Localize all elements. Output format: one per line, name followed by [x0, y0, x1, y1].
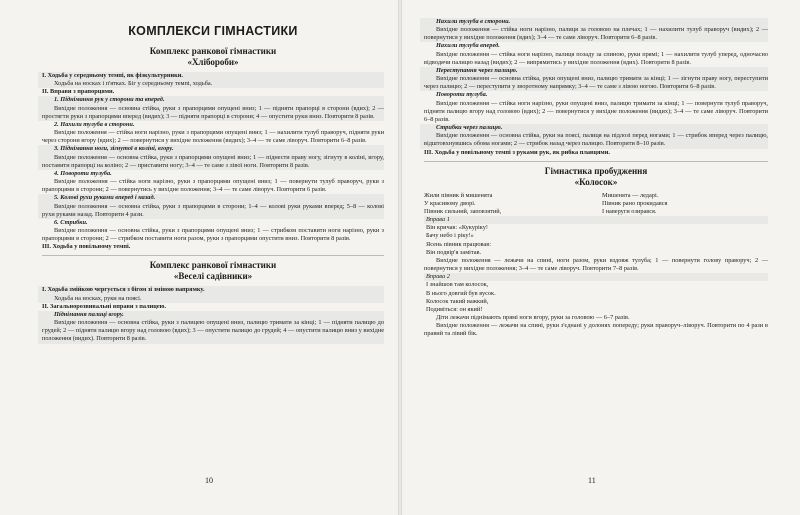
exercise-block [38, 311, 384, 344]
complex-title: Комплекс ранкової гімнастики [149, 46, 277, 56]
walking-block [38, 72, 384, 88]
complex-subtitle: «Веселі садівники» [173, 271, 253, 282]
poem-line: Півник рано прокидався [602, 199, 668, 207]
exercise-title: 6. Стрибки. [54, 218, 88, 226]
exercise-title: 4. Повороти тулуба. [54, 169, 112, 177]
exercise-label: Вправа 2 [426, 273, 450, 281]
exercise-text: Вихідне положення — основна стійка, руки з прапорцями опущені вниз; 1 — підняти прапорці в сторони (вдих); 2 — простягти руки з прапорцями вперед (видих); 3 — підняти прапорці в сторони; 4 — опустити руки вниз. Повторити 8 разів. [42, 104, 384, 120]
poem-column-right [602, 192, 667, 216]
exercise-label-band [424, 216, 768, 224]
gymnastics-subtitle: «Колосок» [574, 176, 618, 187]
exercise-block [38, 170, 384, 194]
exercise-title: Повороти тулуба. [436, 91, 488, 99]
poem-line: Мишенята — ледарі. [602, 191, 659, 199]
poem-column-left [424, 192, 602, 216]
exercise-title: 2. Нахили тулуба в сторони. [54, 120, 135, 128]
exercise-block [38, 96, 384, 120]
page-number: 11 [588, 476, 596, 485]
exercise-text: Вихідне положення — основна стійка, руки на поясі, палиця на підлозі перед ногами; 1 — стрибок вперед через палицю, відштовхнувшись обома ногами; 2 — стрибок назад через палицю. Повторити 8–10 разів. [424, 132, 768, 148]
exercise-title: Стрибки через палицю. [436, 124, 503, 132]
part-heading: ІІІ. Ходьба у повільному темпі. [42, 243, 131, 251]
exercise-label-band [424, 273, 768, 281]
part-heading: І. Ходьба змійкою чергується з бігом зі зміною напрямку. [42, 286, 205, 294]
paragraph: Ходьба на носках, руки на поясі. [54, 294, 142, 302]
exercise-block [38, 194, 384, 218]
section-title: КОМПЛЕКСИ ГІМНАСТИКИ [128, 24, 298, 38]
exercise-text: Вихідне положення — основна стійка, руки опущені вниз, палицю тримати за кінці; 1 — зігнути праву ногу, переступити через палицю; 2 — переступити у зворотному напрямку; 3–4 — те саме з лівою ногою. Повторити 6–8 разів. [424, 75, 768, 91]
exercise-text: Діти лежачи піднімають прямі ноги вгору, руки за головою — 6–7 разів. [436, 314, 630, 321]
poem-line: Жили півник й мишенята [424, 191, 493, 199]
walking-block [38, 286, 384, 302]
exercise-text: Вихідне положення — лежачи на спині, ноги разом, руки вздовж тулуба; 1 — повернути голову праворуч; 2 — повернутися у вихідне положення; 3–4 — те саме ліворуч. Повторити 7–8 разів. [424, 256, 768, 273]
part-heading: ІІ. Загальнорозвивальні вправи з палицею. [42, 302, 167, 310]
exercise-label: Вправа 1 [426, 216, 450, 224]
right-page [400, 0, 800, 515]
poem-stanza [424, 224, 768, 257]
poem-stanza [424, 281, 768, 314]
poem-line: І знайшов там колосок, [426, 281, 489, 289]
poem-line: І наверуги озирався. [602, 207, 657, 215]
exercise-title: Піднімання палиці вгору. [54, 310, 124, 318]
exercise-text: Вихідне положення — основна стійка, руки з прапорцями опущені вниз; 1 — стрибком поставити ноги нарізно, руки з прапорцями в сторони; 2 — стрибком поставити ноги разом, руки з прапорцями опустити вниз. Повторити 8 разів. [42, 226, 384, 243]
exercise-title: Переступання через палицю. [436, 66, 518, 74]
exercise-block [420, 124, 768, 148]
complex-subtitle: «Хлібороби» [187, 57, 239, 67]
exercise-block [420, 18, 768, 42]
exercise-text: Вихідне положення — основна стійка, руки з палицею опущені вниз, палицю тримати за кінці; 1 — підняти палицю до грудей; 2 — підняти палицю вгору над головою (вдих); 3 — опустити палицю до грудей; 4 — опустити палицю вниз у вихідне положення (видих). Повторити 8 разів. [42, 319, 384, 343]
exercise-block [38, 145, 384, 169]
poem-line: Подивіться: он який! [426, 305, 483, 313]
poem-line: У красивому дворі. [424, 199, 476, 207]
complex-title: Комплекс ранкової гімнастики [149, 260, 277, 271]
exercise-block [38, 121, 384, 145]
part-heading: ІІІ. Ходьба у повільному темпі з руками рук, як рибка плавцями. [424, 148, 610, 156]
poem-line: Колосок такий важкий, [426, 297, 489, 305]
exercise-title: 5. Колові рухи руками вперед і назад. [54, 194, 156, 202]
exercise-title: Нахили тулуба в сторони. [436, 18, 511, 25]
poem-line: В нього довгий був вусок. [426, 289, 496, 297]
part-heading: ІІ. Вправи з прапорцями. [42, 88, 115, 96]
exercise-text: Вихідне положення — стійка ноги нарізно, руки з прапорцями опущені вниз; 1 — повернути тулуб праворуч, руки з прапорцями в сторони; 2 — повернутись у вихідне положення; 3–4 — те саме ліворуч. Повторити 6 разів. [42, 178, 384, 194]
exercise-text: Вихідне положення — стійка ноги нарізно, руки з прапорцями опущені вниз; 1 — нахилити тулуб праворуч, підняти руки через сторони вгору (вдих); 2 — повернутися у вихідне положення (видих); 3–4 — те саме ліворуч. Повторити 6–8 разів. [42, 129, 384, 145]
poem-line: Він кричав: «Кукуріку! [426, 224, 488, 232]
exercise-text: Вихідне положення — основна стійка, руки з прапорцями в сторони; 1–4 — колові руки руками вперед; 5–8 — колові рухи руками назад. Повторити 4 рази. [42, 202, 384, 218]
exercise-text: Вихідне положення — стійка ноги нарізно, палиця за головою на плечах; 1 — нахилити тулуб праворуч (видих); 2 — повернутися у вихідне положення (вдих); 3–4 — те саме ліворуч. Повторити 6–8 разів. [424, 26, 768, 42]
exercise-block [420, 67, 768, 91]
part-heading: І. Ходьба у середньому темпі, як фізкультурники. [42, 72, 183, 79]
exercise-title: 3. Піднімання ноги, зігнутої в коліні, вгору. [54, 145, 174, 153]
exercise-title: Нахили тулуба вперед. [436, 42, 500, 50]
poem-line: Бачу небо і ріку!» [426, 232, 474, 240]
page-number: 10 [205, 476, 213, 485]
exercise-block [38, 219, 384, 243]
poem-line: Півник сильний, заповзятий, [424, 207, 502, 215]
gymnastics-title: Гімнастика пробудження [544, 165, 648, 176]
exercise-text: Вихідне положення — основна стійка, руки з прапорцями опущені вниз; 1 — піднести праву ногу, зігнуту в коліні, вгору, поставити прапорці на коліно; 2 — приставити ногу; 3–4 — те саме з лівої ноги. Повторити 8 разів. [42, 153, 384, 169]
poem-line: Ясень півник працював: [426, 240, 491, 248]
paragraph: Ходьба на носках і п'ятках. Біг у середньому темпі, ходьба. [54, 80, 213, 88]
exercise-text: Вихідне положення — лежачи на спині, руки з'єднані у долонях попереду; руки праворуч–ліворуч. Повторити по 4 рази в правий та лівий бік. [424, 322, 768, 338]
exercise-text: Вихідне положення — стійка ноги нарізно, руки опущені вниз, палицю тримати за кінці; 1 — повернути тулуб праворуч, підняти палицю вгору над головою (вдих); 2 — повернутися у вихідне положення (видих); 3–4 — те саме ліворуч. Повторити 6–8 разів. [424, 99, 768, 123]
exercise-block [420, 91, 768, 124]
exercise-block [420, 42, 768, 66]
poem-intro [424, 192, 768, 216]
exercise-title: 1. Піднімання рук у сторони та вперед. [54, 96, 165, 104]
divider [42, 255, 384, 256]
exercise-text: Вихідне положення — стійка ноги нарізно, палиця позаду за спиною, руки прямі; 1 — нахилити тулуб уперед, одночасно відводячи палицю назад (видих); 2 — випрямитись у вихідне положення (вдих). Повторити 8 разів. [424, 50, 768, 66]
divider [424, 161, 768, 162]
poem-line: Він подвір'я замітав. [426, 248, 482, 256]
